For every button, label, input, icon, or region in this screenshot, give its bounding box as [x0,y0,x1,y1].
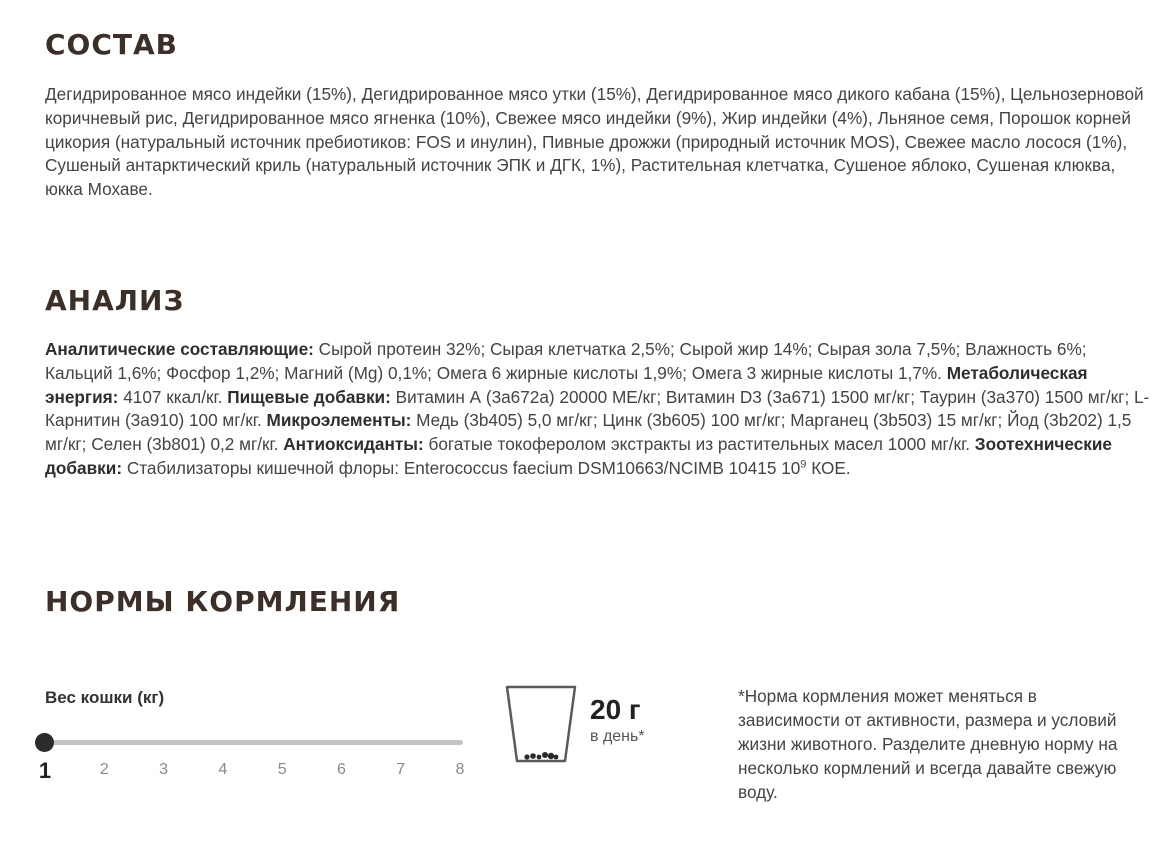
trace-elements-text: Медь (3b405) 5,0 мг/кг; Цинк (3b605) 100 мг/кг; Марганец (3b503) 15 мг/кг; Йод (3b202) 1,5 мг/кг; Селен (3b801) 0,2 мг/кг. [45,410,1132,455]
daily-portion-unit: в день* [590,728,645,745]
weight-tick-2[interactable]: 2 [99,761,109,778]
weight-tick-1[interactable]: 1 [38,758,52,783]
trace-elements-label: Микроэлементы: [266,410,412,431]
zootech-tail: КОЕ. [806,457,851,478]
weight-slider-track[interactable] [45,740,463,745]
food-bowl-icon [505,685,577,765]
analysis-text [45,338,1150,481]
weight-slider-thumb[interactable] [35,733,54,752]
zootech-exponent: 9 [800,458,807,471]
constituents-text: Сырой протеин 32%; Сырая клетчатка 2,5%; Сырой жир 14%; Сырая зола 7,5%; Влажность 6%; Кальций 1,6%; Фосфор 1,2%; Магний (Mg) 0,1%; Омега 6 жирные кислоты 1,9%; Омега 3 жирные кислоты 1,7%. [45,339,1087,383]
constituents-label: Аналитические составляющие: [45,339,314,359]
feeding-title: НОРМЫ КОРМЛЕНИЯ [45,585,401,618]
energy-text: 4107 ккал/кг. [118,386,228,407]
weight-tick-7[interactable]: 7 [396,761,406,778]
energy-label: Метаболическая энергия: [45,362,1088,407]
cat-weight-label: Вес кошки (кг) [45,688,165,707]
weight-tick-5[interactable]: 5 [277,761,287,778]
zootech-text: Стабилизаторы кишечной флоры: Enterococcus faecium DSM10663/NCIMB 10415 10 [122,457,801,478]
analysis-title: АНАЛИЗ [45,284,185,317]
antioxidants-text: богатые токоферолом экстракты из растительных масел 1000 мг/кг. [423,434,975,455]
weight-tick-8[interactable]: 8 [455,761,465,778]
weight-tick-4[interactable]: 4 [218,761,228,778]
daily-portion-value: 20 г [590,694,641,725]
zootech-label: Зоотехнические добавки: [45,434,1112,478]
additives-label: Пищевые добавки: [227,386,391,407]
antioxidants-label: Антиоксиданты: [283,434,424,455]
weight-tick-6[interactable]: 6 [336,761,346,778]
additives-text: Витамин А (3а672а) 20000 МЕ/кг; Витамин D3 (3а671) 1500 мг/кг; Таурин (3а370) 1500 мг/кг; L-Карнитин (3а910) 100 мг/кг. [45,386,1150,431]
composition-title: СОСТАВ [45,28,179,61]
feeding-note: *Норма кормления может меняться в зависимости от активности, размера и условий жизни животного. Разделите дневную норму на несколько кормлений и всегда давайте свежую воду. [738,686,1118,802]
weight-tick-3[interactable]: 3 [159,761,169,778]
composition-text: Дегидрированное мясо индейки (15%), Дегидрированное мясо утки (15%), Дегидрированное мясо дикого кабана (15%), Цельнозерновой коричневый рис, Дегидрированное мясо ягненка (10%), Свежее мясо индейки (9%), Жир индейки (4%), Льняное семя, Порошок корней цикория (натуральный источник пребиотиков: FOS и инулин), Пивные дрожжи (природный источник MOS), Свежее масло лосося (1%), Сушеный антарктический криль (натуральный источник ЭПК и ДГК, 1%), Растительная клетчатка, Сушеное яблоко, Сушеная клюква, юкка Мохаве. [45,84,1144,200]
